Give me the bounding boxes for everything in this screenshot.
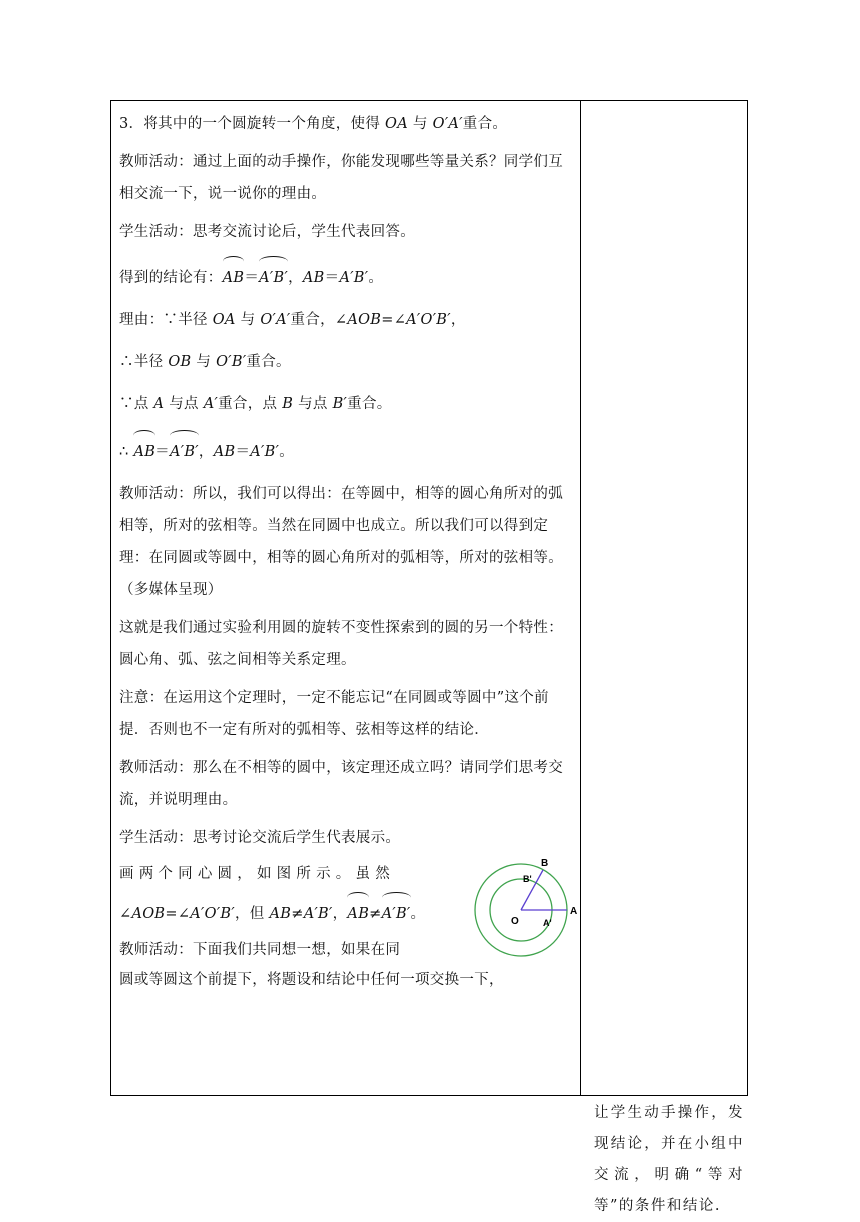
text: ，: [288, 270, 303, 286]
text: 重合，∠: [290, 312, 348, 328]
math-oa: OA: [212, 312, 236, 328]
paragraph-teacher-activity-1: 教师活动：通过上面的动手操作，你能发现哪些等量关系？同学们互相交流一下，说一说你的理由。: [119, 154, 563, 202]
math-ab-prime: A′B′: [250, 444, 280, 460]
arc-ab-prime: A′B′: [170, 432, 199, 468]
text: ，: [198, 444, 214, 460]
text: ＝: [235, 444, 251, 460]
paragraph-step3: [119, 108, 574, 140]
math-ab-prime: A′B′: [339, 270, 369, 286]
text: =∠: [381, 312, 407, 328]
main-column: [119, 108, 578, 1002]
text: 得到的结论有：: [119, 270, 223, 286]
paragraph-concentric-math: [119, 894, 459, 930]
figure-row: [119, 858, 578, 966]
text: ＝: [324, 270, 340, 286]
text: 重合。: [347, 396, 392, 412]
paragraph-student-activity-2: 学生活动：思考讨论交流后学生代表展示。: [119, 830, 401, 846]
label-b-prime: B': [523, 874, 532, 884]
text: ，: [332, 906, 348, 922]
paragraph-student-activity-1: 学生活动：思考交流讨论后，学生代表回答。: [119, 224, 415, 240]
math-oa-prime: O′A′: [260, 312, 291, 328]
text: ＝: [244, 270, 260, 286]
math-a: A: [153, 396, 165, 412]
math-aob-prime: A′O′B′: [406, 312, 451, 328]
arc-ab-prime: A′B′: [382, 894, 411, 930]
text: ∠: [119, 906, 132, 922]
arc-ab-prime: A′B′: [259, 258, 288, 294]
paragraph-points: [119, 388, 574, 420]
paragraph-teacher-think: 教师活动：下面我们共同想一想，如果在同: [119, 942, 401, 958]
label-b: B: [541, 858, 549, 869]
arc-ab: AB: [223, 258, 245, 294]
concentric-circles-figure: [467, 856, 579, 962]
math-b: B: [282, 396, 294, 412]
arc-ab: AB: [347, 894, 369, 930]
paragraph-conclusion: [119, 258, 574, 294]
text: 。: [368, 270, 384, 286]
math-ob: OB: [168, 354, 192, 370]
math-oa: OA: [385, 116, 409, 132]
text: 重合。: [246, 354, 291, 370]
math-ab: AB: [302, 270, 325, 286]
text: 与点: [164, 396, 204, 412]
label-o: O: [511, 916, 519, 927]
math-oa-prime: O′A′: [432, 116, 463, 132]
label-a: A: [570, 906, 578, 917]
text: 重合。: [462, 116, 508, 132]
text: ＝: [155, 444, 170, 460]
text: 与: [191, 354, 217, 370]
column-divider: [580, 100, 581, 1096]
text: 与: [235, 312, 261, 328]
math-a-prime: A′: [203, 396, 219, 412]
math-b-prime: B′: [332, 396, 348, 412]
text: ∴半径: [119, 354, 169, 370]
paragraph-property: 这就是我们通过实验利用圆的旋转不变性探索到的圆的另一个特性：圆心角、弧、弦之间相等关系定理。: [119, 620, 563, 668]
text: 。: [279, 444, 294, 460]
arc-ab: AB: [133, 432, 155, 468]
math-ab: AB: [269, 906, 292, 922]
text: 与: [408, 116, 433, 132]
math-ob-prime: O′B′: [216, 354, 247, 370]
paragraph-teacher-theorem: 教师活动：所以，我们可以得出：在等圆中，相等的圆心角所对的弧相等，所对的弦相等。当然在同圆中也成立。所以我们可以得到定理：在同圆或等圆中，相等的圆心角所对的弧相等，所对的弦相等。（多媒体呈现）: [119, 486, 563, 598]
math-aob: AOB: [347, 312, 382, 328]
text: ，: [450, 312, 466, 328]
text: ≠: [291, 906, 304, 922]
math-ab: AB: [213, 444, 236, 460]
text: 重合，点: [218, 396, 283, 412]
paragraph-concentric: 画 两 个 同 心 圆 ， 如 图 所 示 。 虽 然: [119, 866, 391, 882]
paragraph-therefore-arcs: [119, 432, 574, 468]
text: 与点: [293, 396, 333, 412]
text: 。: [410, 906, 426, 922]
text: 3．将其中的一个圆旋转一个角度，使得: [119, 116, 386, 132]
math-aob-prime: A′O′B′: [190, 906, 235, 922]
text: ∴: [119, 444, 134, 460]
label-a-prime: A': [543, 918, 552, 928]
paragraph-reason: [119, 304, 574, 336]
text: ∵点: [119, 396, 154, 412]
paragraph-note: 注意：在运用这个定理时，一定不能忘记“在同圆或等圆中”这个前提．否则也不一定有所对的弧相等、弦相等这样的结论．: [119, 690, 549, 738]
paragraph-teacher-question: 教师活动：那么在不相等的圆中，该定理还成立吗？请同学们思考交流，并说明理由。: [119, 760, 563, 808]
text: ≠: [369, 906, 382, 922]
math-ab-prime: A′B′: [303, 906, 333, 922]
paragraph-exchange: 圆或等圆这个前提下，将题设和结论中任何一项交换一下，: [119, 972, 504, 988]
text: =∠: [165, 906, 191, 922]
math-aob: AOB: [131, 906, 166, 922]
text: 理由：∵半径: [119, 312, 213, 328]
text: ，但: [234, 906, 270, 922]
paragraph-therefore-ob: [119, 346, 574, 378]
sidebar-note: 让学生动手操作，发现结论，并在小组中交流，明确“等对等”的条件和结论.: [594, 1105, 744, 1214]
